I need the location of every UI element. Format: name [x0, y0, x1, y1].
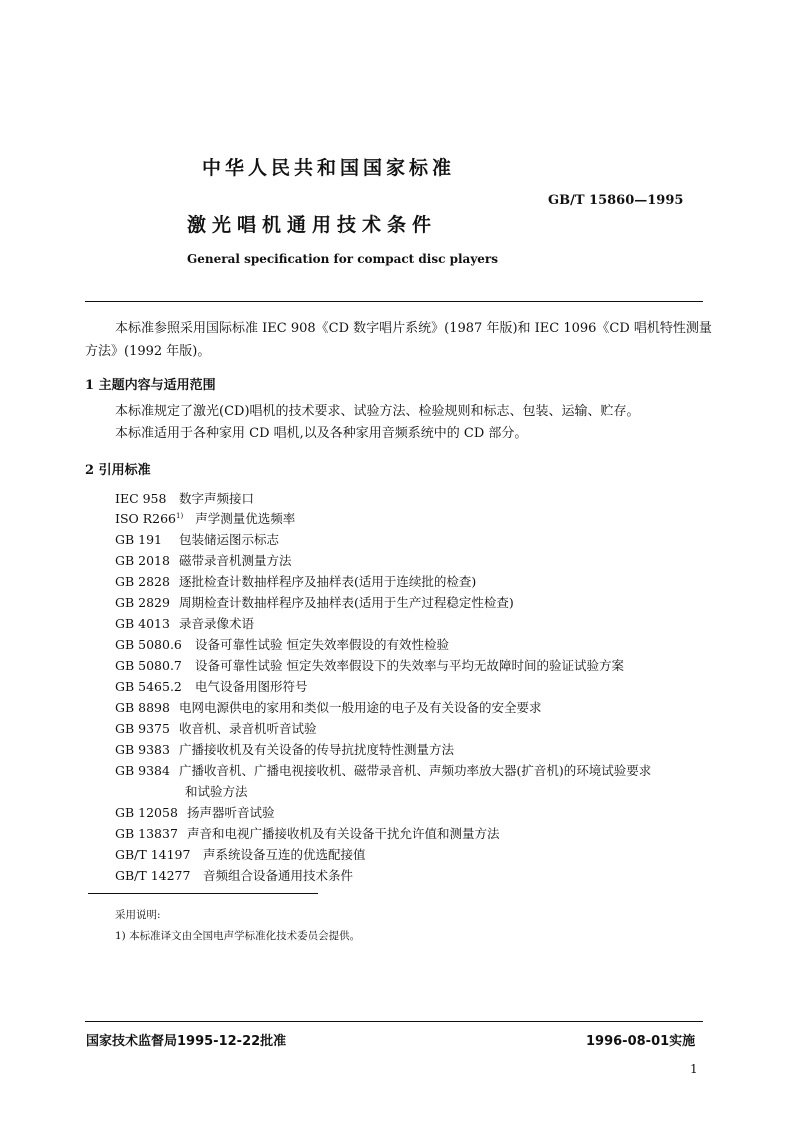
reference-code: GB 9383	[115, 742, 170, 757]
reference-code: GB/T 14277	[115, 868, 191, 883]
footnote-divider	[88, 893, 318, 894]
reference-code: GB 2018	[115, 553, 170, 568]
reference-title: 和试验方法	[185, 784, 248, 799]
reference-title: 设备可靠性试验 恒定失效率假设的有效性检验	[195, 637, 449, 652]
section-1-paragraph-2: 本标准适用于各种家用 CD 唱机,以及各种家用音频系统中的 CD 部分。	[115, 426, 528, 441]
document-title-en: General specification for compact disc players	[187, 252, 499, 266]
reference-title: 包装储运图示标志	[179, 532, 280, 547]
reference-item	[115, 656, 624, 674]
document-title-cn: 激光唱机通用技术条件	[187, 214, 438, 236]
reference-title: 数字声频接口	[179, 491, 255, 506]
reference-item	[115, 845, 366, 863]
reference-item	[115, 635, 449, 653]
section-1-heading: 1 主题内容与适用范围	[85, 378, 216, 393]
header-divider	[85, 301, 703, 302]
footer-divider	[85, 1021, 703, 1022]
reference-code: GB 12058	[115, 805, 178, 820]
reference-item	[115, 677, 308, 695]
reference-item	[115, 740, 454, 758]
reference-code: GB 5080.6	[115, 637, 182, 652]
reference-item	[115, 866, 353, 884]
approval-date: 国家技术监督局1995-12-22批准	[86, 1034, 287, 1049]
reference-title: 电网电源供电的家用和类似一般用途的电子及有关设备的安全要求	[179, 700, 542, 715]
footnote-1: 1) 本标准译文由全国电声学标准化技术委员会提供。	[115, 930, 361, 942]
reference-code: ISO R266	[115, 511, 176, 526]
reference-code: GB 13837	[115, 826, 178, 841]
reference-title: 声系统设备互连的优选配接值	[203, 847, 366, 862]
footnote-heading: 采用说明:	[115, 909, 161, 921]
reference-item	[115, 489, 254, 507]
page-number: 1	[690, 1062, 698, 1076]
reference-title: 广播接收机及有关设备的传导抗扰度特性测量方法	[179, 742, 455, 757]
reference-code: GB 5080.7	[115, 658, 182, 673]
reference-title: 收音机、录音机听音试验	[179, 721, 317, 736]
reference-code: GB 2828	[115, 574, 170, 589]
reference-title: 广播收音机、广播电视接收机、磁带录音机、声频功率放大器(扩音机)的环境试验要求	[179, 763, 652, 778]
reference-code: GB/T 14197	[115, 847, 191, 862]
effective-date: 1996-08-01实施	[586, 1034, 696, 1049]
reference-code: GB 9375	[115, 721, 170, 736]
reference-title: 扬声器听音试验	[187, 805, 275, 820]
reference-code-wrap	[115, 511, 183, 526]
reference-item	[115, 509, 295, 527]
reference-title: 设备可靠性试验 恒定失效率假设下的失效率与平均无故障时间的验证试验方案	[195, 658, 624, 673]
reference-item	[115, 761, 651, 779]
intro-line-2: 方法》(1992 年版)。	[85, 344, 211, 359]
intro-line-1: 本标准参照采用国际标准 IEC 908《CD 数字唱片系统》(1987 年版)和 IEC 1096《CD 唱机特性测量	[115, 321, 712, 336]
reference-code: GB 5465.2	[115, 679, 182, 694]
reference-title: 电气设备用图形符号	[195, 679, 308, 694]
reference-item	[115, 614, 254, 632]
reference-item	[115, 698, 542, 716]
reference-title: 磁带录音机测量方法	[179, 553, 292, 568]
reference-item	[115, 824, 500, 842]
reference-item	[115, 530, 279, 548]
reference-code: GB 4013	[115, 616, 170, 631]
national-standard-heading: 中华人民共和国国家标准	[202, 157, 456, 179]
reference-code: GB 2829	[115, 595, 170, 610]
reference-title: 录音录像术语	[179, 616, 255, 631]
reference-item	[115, 803, 275, 821]
footnote-marker: 1)	[176, 511, 184, 520]
reference-item	[115, 551, 292, 569]
reference-code: GB 191	[115, 532, 163, 547]
reference-item	[115, 719, 317, 737]
reference-code: IEC 958	[115, 491, 167, 506]
section-1-paragraph-1: 本标准规定了激光(CD)唱机的技术要求、试验方法、检验规则和标志、包装、运输、贮存。	[115, 404, 640, 419]
reference-title: 音频组合设备通用技术条件	[203, 868, 354, 883]
reference-item	[115, 593, 514, 611]
reference-title: 声音和电视广播接收机及有关设备干扰允许值和测量方法	[187, 826, 500, 841]
reference-title: 声学测量优选频率	[195, 511, 296, 526]
reference-item-continuation	[185, 782, 248, 800]
reference-code: GB 8898	[115, 700, 170, 715]
reference-title: 周期检查计数抽样程序及抽样表(适用于生产过程稳定性检查)	[179, 595, 514, 610]
standard-code: GB/T 15860—1995	[548, 193, 684, 208]
reference-title: 逐批检查计数抽样程序及抽样表(适用于连续批的检查)	[179, 574, 477, 589]
reference-code: GB 9384	[115, 763, 170, 778]
section-2-heading: 2 引用标准	[85, 463, 151, 478]
reference-item	[115, 572, 476, 590]
